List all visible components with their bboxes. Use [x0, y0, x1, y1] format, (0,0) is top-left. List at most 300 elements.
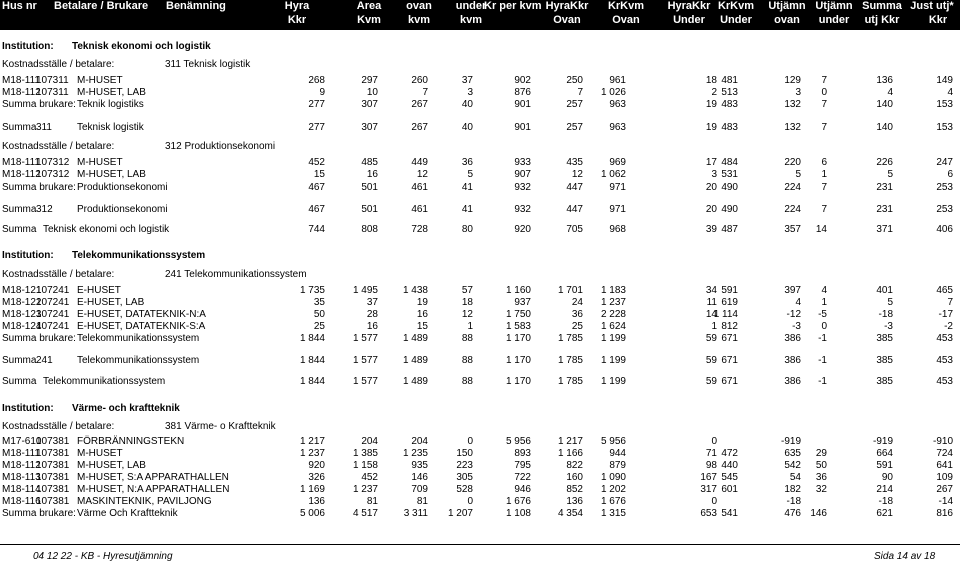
- benamning-cell: E-HUSET, LAB: [77, 297, 145, 308]
- kr-per-kvm-value: 1 108: [505, 508, 531, 519]
- institution-label: Institution:: [2, 41, 54, 52]
- hyrakkr-under-value: 59: [705, 376, 717, 387]
- summa-utj-value: 664: [876, 448, 893, 459]
- utjamn-ovan-value: 635: [784, 448, 801, 459]
- summa-label: Summa: [2, 122, 37, 133]
- summa-utj-value: 371: [876, 224, 893, 235]
- hyrakkr-ovan-value: 257: [566, 122, 583, 133]
- summa-utj-value: -3: [884, 321, 893, 332]
- summa-utj-value: 214: [876, 484, 893, 495]
- under-kvm-value: 150: [456, 448, 473, 459]
- col-ovan-unit: kvm: [407, 14, 431, 26]
- krkvm-ovan-value: 1 624: [600, 321, 626, 332]
- ovan-kvm-value: 461: [411, 182, 428, 193]
- betalare-cell: 107381: [36, 460, 70, 471]
- summa-utj-value: 401: [876, 285, 893, 296]
- just-utj-value: 153: [936, 99, 953, 110]
- summa-brukare-label: Summa brukare:: [2, 333, 76, 344]
- hyrakkr-under-value: 0: [711, 436, 717, 447]
- utjamn-under-value: 7: [821, 99, 827, 110]
- utjamn-ovan-value: 3: [795, 87, 801, 98]
- utjamn-ovan-value: 4: [795, 297, 801, 308]
- under-kvm-value: 0: [467, 496, 473, 507]
- krkvm-ovan-value: 1 199: [600, 333, 626, 344]
- krkvm-under-value: 1 114: [713, 309, 738, 320]
- krkvm-ovan-value: 1 676: [600, 496, 626, 507]
- summa-utj-value: 385: [876, 333, 893, 344]
- hyrakkr-under-value: 1: [711, 321, 717, 332]
- hyra-value: 268: [308, 75, 325, 86]
- kr-per-kvm-value: 901: [514, 99, 531, 110]
- summa-name: Telekommunikationssystem: [77, 355, 200, 366]
- institution-label: Institution:: [2, 250, 54, 261]
- under-kvm-value: 223: [456, 460, 473, 471]
- summa-utj-value: -18: [878, 309, 893, 320]
- utjamn-under-value: 50: [815, 460, 827, 471]
- betalare-cell: 107241: [36, 297, 70, 308]
- under-kvm-value: 5: [467, 169, 473, 180]
- just-utj-value: 724: [936, 448, 953, 459]
- krkvm-under-value: 671: [721, 333, 738, 344]
- krkvm-ovan-value: 1 090: [600, 472, 626, 483]
- col-utjamn-under-sub: under: [818, 14, 850, 26]
- utjamn-ovan-value: 386: [784, 355, 801, 366]
- krkvm-under-value: 671: [721, 355, 738, 366]
- kr-per-kvm-value: 1 750: [505, 309, 531, 320]
- area-value: 1 495: [352, 285, 378, 296]
- under-kvm-value: 18: [461, 297, 473, 308]
- under-kvm-value: 305: [456, 472, 473, 483]
- kr-per-kvm-value: 893: [514, 448, 531, 459]
- just-utj-value: 253: [936, 182, 953, 193]
- hyra-value: 452: [308, 157, 325, 168]
- under-kvm-value: 12: [461, 309, 473, 320]
- utjamn-ovan-value: 386: [784, 333, 801, 344]
- hyra-value: 5 006: [299, 508, 325, 519]
- hyrakkr-ovan-value: 1 785: [557, 376, 583, 387]
- krkvm-under-value: 483: [721, 122, 738, 133]
- benamning-cell: M-HUSET, LAB: [77, 169, 146, 180]
- hyrakkr-ovan-value: 12: [571, 169, 583, 180]
- just-utj-value: 153: [936, 122, 953, 133]
- under-kvm-value: 1 207: [447, 508, 473, 519]
- kr-per-kvm-value: 1 170: [505, 355, 531, 366]
- benamning-cell: E-HUSET, DATATEKNIK-N:A: [77, 309, 206, 320]
- summa-utj-value: 4: [887, 87, 893, 98]
- utjamn-under-value: 146: [810, 508, 827, 519]
- benamning-cell: MASKINTEKNIK, PAVILJONG: [77, 496, 212, 507]
- hus-nr-cell: M18-112: [2, 460, 41, 471]
- kr-per-kvm-value: 946: [514, 484, 531, 495]
- summa-utj-value: 591: [876, 460, 893, 471]
- summa-institution-name: Telekommunikationssystem: [43, 376, 166, 387]
- hyrakkr-ovan-value: 1 785: [557, 333, 583, 344]
- under-kvm-value: 1: [467, 321, 473, 332]
- krkvm-under-value: 591: [721, 285, 738, 296]
- kostnadsstalle-name: 381 Värme- o Kraftteknik: [165, 421, 276, 432]
- utjamn-under-value: 7: [821, 122, 827, 133]
- ovan-kvm-value: 81: [416, 496, 428, 507]
- utjamn-under-value: -1: [818, 355, 827, 366]
- summa-utj-value: 231: [876, 182, 893, 193]
- utjamn-ovan-value: 129: [784, 75, 801, 86]
- ovan-kvm-value: 1 235: [402, 448, 428, 459]
- utjamn-ovan-value: 132: [784, 122, 801, 133]
- area-value: 501: [361, 182, 378, 193]
- summa-utj-value: 385: [876, 376, 893, 387]
- area-value: 297: [361, 75, 378, 86]
- ovan-kvm-value: 1 489: [402, 376, 428, 387]
- summa-utj-value: 140: [876, 99, 893, 110]
- utjamn-ovan-value: 5: [795, 169, 801, 180]
- utjamn-ovan-value: 224: [784, 182, 801, 193]
- hyra-value: 467: [308, 204, 325, 215]
- area-value: 81: [366, 496, 378, 507]
- area-value: 501: [361, 204, 378, 215]
- area-value: 16: [366, 321, 378, 332]
- col-hyrakkr-under: HyraKkr: [667, 0, 711, 12]
- krkvm-under-value: 545: [721, 472, 738, 483]
- kostnadsstalle-name: 311 Teknisk logistik: [165, 59, 251, 70]
- utjamn-under-value: -5: [818, 309, 827, 320]
- col-utjamn-ovan: Utjämn: [768, 0, 806, 12]
- just-utj-value: 253: [936, 204, 953, 215]
- just-utj-value: 247: [936, 157, 953, 168]
- hyrakkr-under-value: 167: [700, 472, 717, 483]
- col-kr-per-kvm: Kr per kvm: [484, 0, 542, 12]
- col-just-utj-sub: Kkr: [928, 14, 948, 26]
- benamning-cell: M-HUSET, N:A APPARATHALLEN: [77, 484, 230, 495]
- summa-id: 241: [36, 355, 53, 366]
- area-value: 1 577: [352, 355, 378, 366]
- krkvm-ovan-value: 2 228: [600, 309, 626, 320]
- kr-per-kvm-value: 795: [514, 460, 531, 471]
- col-hyrakkr-under-sub: Under: [673, 14, 705, 26]
- benamning-cell: M-HUSET: [77, 448, 123, 459]
- krkvm-ovan-value: 971: [609, 182, 626, 193]
- area-value: 307: [361, 122, 378, 133]
- under-kvm-value: 36: [461, 157, 473, 168]
- utjamn-under-value: 0: [821, 87, 827, 98]
- just-utj-value: 7: [947, 297, 953, 308]
- summa-utj-value: -18: [878, 496, 893, 507]
- just-utj-value: 453: [936, 376, 953, 387]
- hus-nr-cell: M18-114: [2, 484, 41, 495]
- hyra-value: 744: [308, 224, 325, 235]
- summa-utj-value: 621: [876, 508, 893, 519]
- hyrakkr-under-value: 11: [706, 297, 717, 308]
- krkvm-ovan-value: 944: [609, 448, 626, 459]
- under-kvm-value: 37: [461, 75, 473, 86]
- utjamn-ovan-value: -3: [792, 321, 801, 332]
- kr-per-kvm-value: 722: [514, 472, 531, 483]
- ovan-kvm-value: 19: [416, 297, 428, 308]
- utjamn-under-value: -1: [818, 376, 827, 387]
- col-krkvm-ovan-sub: Ovan: [612, 14, 640, 26]
- ovan-kvm-value: 267: [411, 99, 428, 110]
- under-kvm-value: 41: [461, 204, 473, 215]
- under-kvm-value: 41: [461, 182, 473, 193]
- summa-institution-name: Teknisk ekonomi och logistik: [43, 224, 170, 235]
- ovan-kvm-value: 15: [416, 321, 428, 332]
- hus-nr-cell: M18-111: [2, 157, 40, 168]
- under-kvm-value: 40: [461, 99, 473, 110]
- hyrakkr-under-value: 59: [705, 355, 717, 366]
- betalare-cell: 107311: [36, 75, 69, 86]
- just-utj-value: 465: [936, 285, 953, 296]
- krkvm-under-value: 671: [721, 376, 738, 387]
- hyra-value: 9: [319, 87, 325, 98]
- utjamn-under-value: -1: [818, 333, 827, 344]
- footer-left: 04 12 22 - KB - Hyresutjämning: [33, 551, 173, 562]
- utjamn-ovan-value: 476: [784, 508, 801, 519]
- kostnadsstalle-label: Kostnadsställe / betalare:: [2, 141, 115, 152]
- just-utj-value: 267: [936, 484, 953, 495]
- hyrakkr-under-value: 2: [711, 87, 717, 98]
- just-utj-value: 816: [936, 508, 953, 519]
- hyrakkr-ovan-value: 160: [566, 472, 583, 483]
- hyrakkr-under-value: 19: [705, 122, 717, 133]
- institution-name: Värme- och kraftteknik: [72, 403, 180, 414]
- summa-utj-value: 385: [876, 355, 893, 366]
- col-just-utj: Just utj*: [910, 0, 954, 12]
- kr-per-kvm-value: 932: [514, 182, 531, 193]
- summa-brukare-label: Summa brukare:: [2, 508, 76, 519]
- col-hyra-unit: Kkr: [287, 14, 307, 26]
- just-utj-value: 406: [936, 224, 953, 235]
- just-utj-value: 453: [936, 355, 953, 366]
- col-benamning: Benämning: [166, 0, 226, 12]
- hyra-value: 277: [308, 122, 325, 133]
- hyrakkr-under-value: 71: [705, 448, 717, 459]
- hyra-value: 25: [313, 321, 325, 332]
- kr-per-kvm-value: 1 676: [505, 496, 531, 507]
- krkvm-ovan-value: 968: [609, 224, 626, 235]
- hus-nr-cell: M18-124: [2, 321, 42, 332]
- utjamn-ovan-value: -919: [780, 436, 801, 447]
- krkvm-ovan-value: 1 199: [600, 355, 626, 366]
- hyrakkr-under-value: 19: [705, 99, 717, 110]
- krkvm-under-value: 483: [721, 99, 738, 110]
- institution-name: Telekommunikationssystem: [72, 250, 206, 261]
- utjamn-ovan-value: -12: [786, 309, 801, 320]
- hyrakkr-under-value: 0: [711, 496, 717, 507]
- hyra-value: 1 844: [299, 333, 325, 344]
- hyra-value: 136: [308, 496, 325, 507]
- krkvm-under-value: 487: [721, 224, 738, 235]
- benamning-cell: FÖRBRÄNNINGSTEKN: [77, 436, 185, 447]
- summa-name: Produktionsekonomi: [77, 204, 168, 215]
- kr-per-kvm-value: 937: [514, 297, 531, 308]
- hyra-value: 15: [313, 169, 325, 180]
- benamning-cell: M-HUSET: [77, 75, 123, 86]
- ovan-kvm-value: 1 489: [402, 355, 428, 366]
- hyrakkr-under-value: 98: [705, 460, 717, 471]
- ovan-kvm-value: 709: [411, 484, 428, 495]
- utjamn-ovan-value: 220: [784, 157, 801, 168]
- col-hyra: Hyra: [284, 0, 310, 12]
- summa-utj-value: 90: [881, 472, 893, 483]
- under-kvm-value: 88: [461, 333, 473, 344]
- col-utjamn-under: Utjämn: [815, 0, 853, 12]
- summa-label: Summa: [2, 224, 37, 235]
- hyrakkr-ovan-value: 36: [571, 309, 583, 320]
- summa-utj-value: 226: [876, 157, 893, 168]
- benamning-cell: M-HUSET, LAB: [77, 87, 146, 98]
- ovan-kvm-value: 1 489: [402, 333, 428, 344]
- area-value: 1 158: [352, 460, 378, 471]
- benamning-cell: E-HUSET: [77, 285, 121, 296]
- krkvm-under-value: 812: [721, 321, 738, 332]
- column-header-bar: [0, 0, 960, 30]
- hyrakkr-under-value: 653: [700, 508, 717, 519]
- summa-label: Summa: [2, 355, 37, 366]
- ovan-kvm-value: 146: [411, 472, 428, 483]
- kr-per-kvm-value: 876: [514, 87, 531, 98]
- col-under-unit: kvm: [459, 14, 483, 26]
- betalare-cell: 107381: [36, 472, 70, 483]
- hyrakkr-under-value: 59: [705, 333, 717, 344]
- just-utj-value: 453: [936, 333, 953, 344]
- hyrakkr-ovan-value: 136: [566, 496, 583, 507]
- col-krkvm-under-sub: Under: [720, 14, 752, 26]
- area-value: 1 385: [352, 448, 378, 459]
- summa-id: 311: [36, 122, 52, 133]
- hyrakkr-under-value: 20: [705, 204, 717, 215]
- kr-per-kvm-value: 902: [514, 75, 531, 86]
- ovan-kvm-value: 12: [416, 169, 428, 180]
- hyrakkr-under-value: 17: [705, 157, 717, 168]
- kostnadsstalle-name: 241 Telekommunikationssystem: [165, 269, 307, 280]
- benamning-cell: M-HUSET, LAB: [77, 460, 146, 471]
- hyrakkr-under-value: 3: [711, 169, 717, 180]
- krkvm-under-value: 490: [721, 204, 738, 215]
- hyra-value: 277: [308, 99, 325, 110]
- hyrakkr-ovan-value: 852: [566, 484, 583, 495]
- hus-nr-cell: M18-123: [2, 309, 42, 320]
- betalare-cell: 107241: [36, 321, 70, 332]
- hyra-value: 1 237: [299, 448, 325, 459]
- summa-label: Summa: [2, 204, 37, 215]
- utjamn-ovan-value: 357: [784, 224, 801, 235]
- hyra-value: 1 169: [299, 484, 325, 495]
- hus-nr-cell: M18-121: [2, 285, 42, 296]
- summa-brukare-label: Summa brukare:: [2, 99, 76, 110]
- utjamn-under-value: 14: [815, 224, 827, 235]
- under-kvm-value: 88: [461, 376, 473, 387]
- just-utj-value: 109: [936, 472, 953, 483]
- hyra-value: 1 217: [299, 436, 325, 447]
- krkvm-ovan-value: 963: [609, 122, 626, 133]
- area-value: 16: [366, 169, 378, 180]
- under-kvm-value: 57: [461, 285, 473, 296]
- hyrakkr-ovan-value: 24: [571, 297, 583, 308]
- betalare-cell: 107241: [36, 309, 70, 320]
- utjamn-under-value: 1: [821, 297, 827, 308]
- just-utj-value: 149: [936, 75, 953, 86]
- krkvm-under-value: 601: [721, 484, 738, 495]
- kr-per-kvm-value: 907: [514, 169, 531, 180]
- krkvm-under-value: 490: [721, 182, 738, 193]
- benamning-cell: M-HUSET: [77, 157, 123, 168]
- summa-utj-value: 5: [887, 169, 893, 180]
- hyrakkr-under-value: 14: [705, 309, 717, 320]
- hyrakkr-ovan-value: 1 166: [557, 448, 583, 459]
- krkvm-ovan-value: 1 199: [600, 376, 626, 387]
- just-utj-value: 6: [947, 169, 953, 180]
- hus-nr-cell: M18-111: [2, 75, 40, 86]
- just-utj-value: -2: [944, 321, 953, 332]
- betalare-cell: 107241: [36, 285, 70, 296]
- kr-per-kvm-value: 5 956: [505, 436, 531, 447]
- area-value: 808: [361, 224, 378, 235]
- summa-utj-value: 231: [876, 204, 893, 215]
- kostnadsstalle-label: Kostnadsställe / betalare:: [2, 269, 115, 280]
- betalare-cell: 107381: [36, 436, 70, 447]
- hyrakkr-ovan-value: 1 701: [557, 285, 583, 296]
- hyrakkr-ovan-value: 1 785: [557, 355, 583, 366]
- summa-id: 312: [36, 204, 53, 215]
- kostnadsstalle-label: Kostnadsställe / betalare:: [2, 421, 115, 432]
- area-value: 307: [361, 99, 378, 110]
- ovan-kvm-value: 7: [422, 87, 428, 98]
- col-summa-sub: utj Kkr: [864, 14, 900, 26]
- col-under: under: [455, 0, 487, 12]
- summa-brukare-name: Telekommunikationssystem: [77, 333, 200, 344]
- ovan-kvm-value: 461: [411, 204, 428, 215]
- kr-per-kvm-value: 1 170: [505, 333, 531, 344]
- col-hyrakkr-ovan-sub: Ovan: [553, 14, 581, 26]
- ovan-kvm-value: 728: [411, 224, 428, 235]
- col-hyrakkr-ovan: HyraKkr: [545, 0, 589, 12]
- institution-label: Institution:: [2, 403, 54, 414]
- summa-name: Teknisk logistik: [77, 122, 144, 133]
- hyrakkr-under-value: 317: [700, 484, 717, 495]
- krkvm-ovan-value: 1 183: [600, 285, 626, 296]
- betalare-cell: 107312: [36, 169, 70, 180]
- ovan-kvm-value: 260: [411, 75, 428, 86]
- krkvm-under-value: 619: [721, 297, 738, 308]
- betalare-cell: 107311: [36, 87, 69, 98]
- krkvm-under-value: 484: [721, 157, 738, 168]
- krkvm-under-value: 513: [721, 87, 738, 98]
- area-value: 10: [366, 87, 378, 98]
- ovan-kvm-value: 204: [411, 436, 428, 447]
- area-value: 28: [366, 309, 378, 320]
- utjamn-under-value: 32: [815, 484, 827, 495]
- summa-utj-value: 5: [887, 297, 893, 308]
- kr-per-kvm-value: 933: [514, 157, 531, 168]
- krkvm-ovan-value: 961: [609, 75, 626, 86]
- col-ovan: ovan: [406, 0, 432, 12]
- just-utj-value: 641: [936, 460, 953, 471]
- summa-brukare-name: Produktionsekonomi: [77, 182, 168, 193]
- utjamn-ovan-value: 397: [784, 285, 801, 296]
- under-kvm-value: 40: [461, 122, 473, 133]
- ovan-kvm-value: 1 438: [402, 285, 428, 296]
- area-value: 1 577: [352, 376, 378, 387]
- benamning-cell: E-HUSET, DATATEKNIK-S:A: [77, 321, 206, 332]
- hyrakkr-ovan-value: 257: [566, 99, 583, 110]
- summa-brukare-label: Summa brukare:: [2, 182, 76, 193]
- hyrakkr-ovan-value: 447: [566, 182, 583, 193]
- betalare-cell: 107381: [36, 448, 70, 459]
- utjamn-ovan-value: 182: [784, 484, 801, 495]
- under-kvm-value: 88: [461, 355, 473, 366]
- hyrakkr-under-value: 34: [705, 285, 717, 296]
- krkvm-ovan-value: 879: [609, 460, 626, 471]
- col-betalare-brukare: Betalare / Brukare: [54, 0, 149, 12]
